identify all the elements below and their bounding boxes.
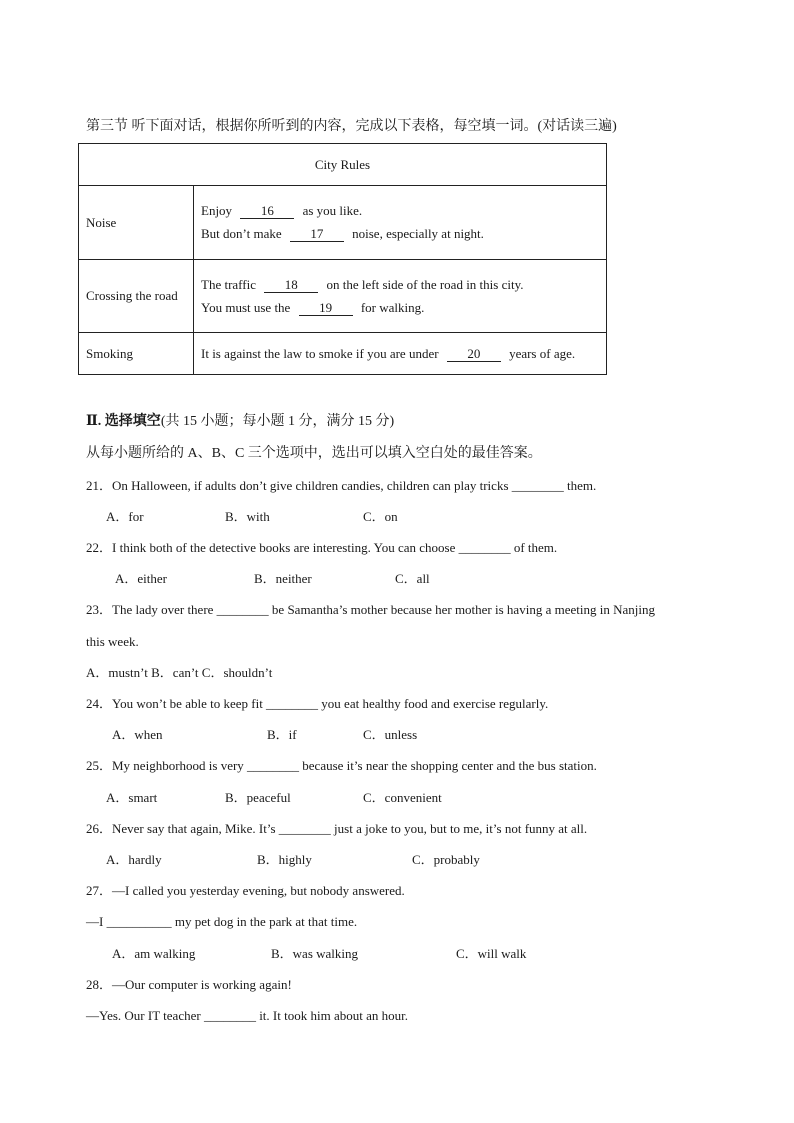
text-fragment: as you like. — [302, 203, 363, 218]
text-fragment: Enjoy — [201, 203, 233, 218]
part-title — [86, 414, 394, 430]
blank-17: 17 — [290, 227, 344, 242]
q24-option-b: B．if — [267, 727, 297, 742]
question-23-cont: this week. — [86, 634, 139, 649]
text-fragment: You must use the — [201, 299, 291, 315]
question-28-reply: —Yes. Our IT teacher ________ it. It took him about an hour. — [86, 1008, 408, 1023]
row-label-noise: Noise — [79, 186, 194, 260]
q25-option-b: B．peaceful — [225, 790, 291, 805]
row-content-noise — [194, 186, 607, 260]
blank-20: 20 — [447, 347, 501, 362]
question-23: 23．The lady over there ________ be Samantha’s mother because her mother is having a meeting in Nanjing — [86, 602, 655, 617]
q24-option-c: C．unless — [363, 727, 418, 742]
q27-option-b: B．was walking — [271, 946, 359, 961]
q23-options: A．mustn’t B．can’t C．shouldn’t — [86, 665, 273, 680]
blank-18: 18 — [264, 278, 318, 293]
text-fragment: The traffic — [201, 276, 256, 292]
q21-option-a: A．for — [106, 509, 144, 524]
part-instruction: 从每小题所给的 A、B、C 三个选项中，选出可以填入空白处的最佳答案。 — [86, 446, 542, 461]
q26-option-c: C．probably — [412, 852, 480, 867]
question-25: 25．My neighborhood is very ________ because it’s near the shopping center and the bus station. — [86, 758, 597, 773]
question-21: 21．On Halloween, if adults don’t give children candies, children can play tricks ________ them. — [86, 478, 597, 493]
q25-option-a: A．smart — [106, 790, 158, 805]
q26-option-a: A．hardly — [106, 852, 162, 867]
q21-option-b: B．with — [225, 509, 270, 524]
q22-option-c: C．all — [395, 571, 430, 586]
q24-option-a: A．when — [112, 727, 163, 742]
row-content-smoking — [194, 333, 607, 375]
text-fragment: years of age. — [509, 345, 576, 361]
q25-option-c: C．convenient — [363, 790, 442, 805]
table-title: City Rules — [79, 144, 607, 186]
city-rules-table — [78, 143, 607, 375]
q22-option-a: A．either — [115, 571, 167, 586]
q26-option-b: B．highly — [257, 852, 312, 867]
blank-16: 16 — [240, 204, 294, 219]
question-22: 22．I think both of the detective books are interesting. You can choose ________ of them. — [86, 540, 558, 555]
q22-option-b: B．neither — [254, 571, 312, 586]
part-title-note: (共 15 小题；每小题 1 分，满分 15 分) — [160, 414, 395, 429]
question-28: 28．—Our computer is working again! — [86, 977, 292, 992]
table-row-smoking — [79, 333, 607, 375]
row-label-road: Crossing the road — [79, 260, 194, 333]
table-row-road — [79, 260, 607, 333]
question-27-reply: —I __________ my pet dog in the park at that time. — [86, 914, 358, 929]
blank-19: 19 — [299, 301, 353, 316]
text-fragment: But don’t make — [201, 226, 282, 241]
part-title-label: Ⅱ. 选择填空 — [86, 414, 161, 429]
question-27: 27．—I called you yesterday evening, but nobody answered. — [86, 883, 405, 898]
text-fragment: for walking. — [360, 299, 425, 315]
q21-option-c: C．on — [363, 509, 398, 524]
table-row-noise — [79, 186, 607, 260]
question-24: 24．You won’t be able to keep fit ________ you eat healthy food and exercise regularly. — [86, 696, 549, 711]
row-content-road — [194, 260, 607, 333]
q27-option-a: A．am walking — [112, 946, 196, 961]
section-heading: 第三节 听下面对话，根据你所听到的内容，完成以下表格，每空填一词。(对话读三遍) — [86, 119, 617, 134]
text-fragment: on the left side of the road in this city. — [326, 276, 524, 292]
text-fragment: noise, especially at night. — [352, 226, 484, 241]
q27-option-c: C．will walk — [456, 946, 527, 961]
text-fragment: It is against the law to smoke if you are under — [201, 345, 439, 361]
row-label-smoking: Smoking — [79, 333, 194, 375]
question-26: 26．Never say that again, Mike. It’s ________ just a joke to you, but to me, it’s not funny at all. — [86, 821, 588, 836]
